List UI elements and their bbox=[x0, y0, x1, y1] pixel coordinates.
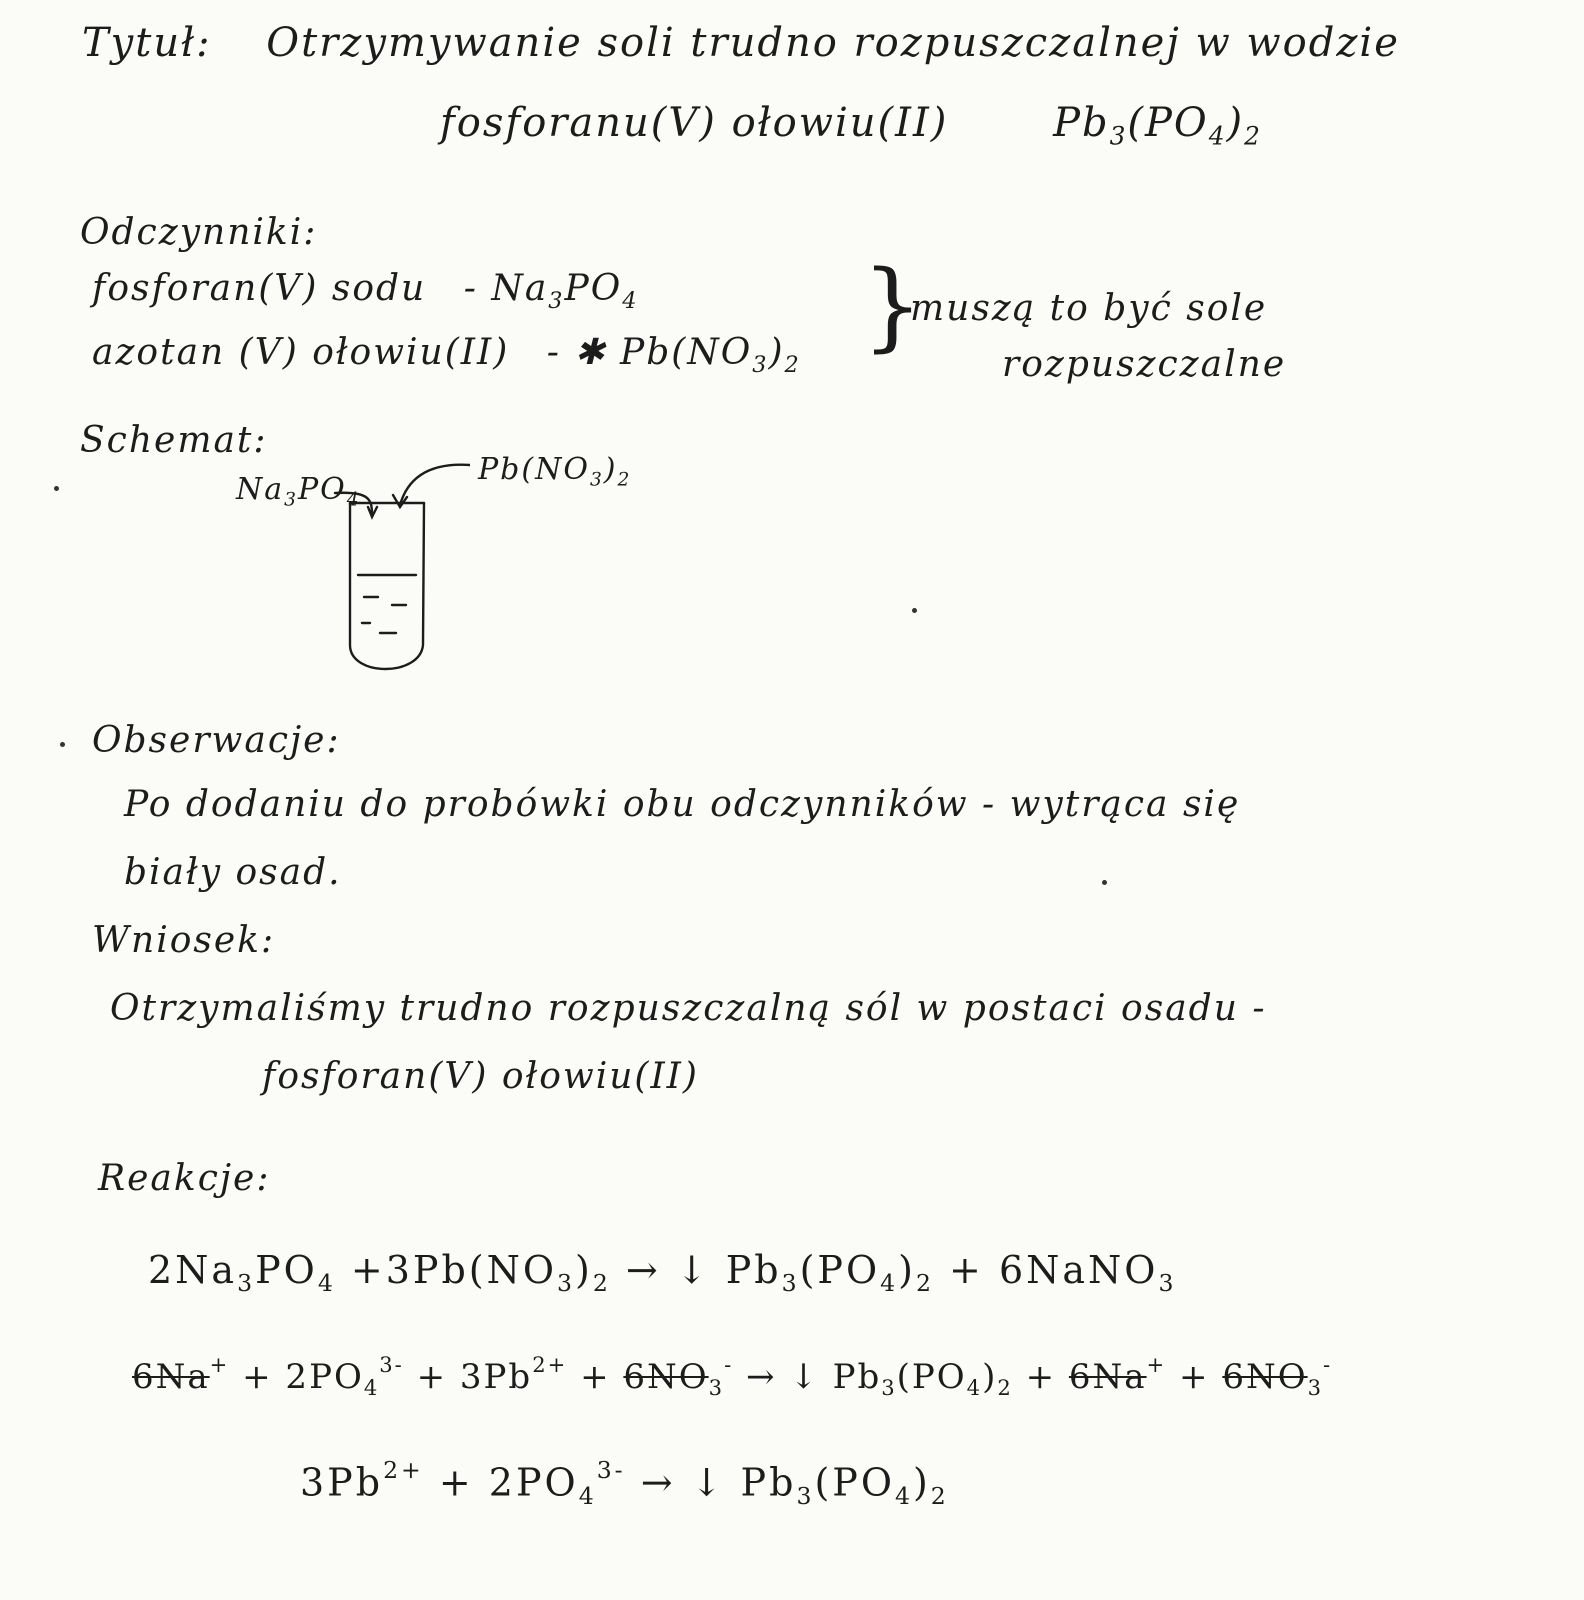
reagents-note-line-2: rozpuszczalne bbox=[1002, 344, 1287, 385]
title-formula: $Pb_3(PO_4)_2$ bbox=[1053, 100, 1262, 151]
title-compound-name: fosforanu(V) ołowiu(II) bbox=[440, 100, 949, 146]
net-ionic-equation: $3Pb^{2+} + 2PO_4^{3-}$ → ↓ $Pb_3(PO_4)_2$ bbox=[300, 1456, 949, 1510]
title-text: Otrzymywanie soli trudno rozpuszczalnej w wodzie bbox=[266, 20, 1400, 66]
title-label: Tytuł: bbox=[82, 20, 212, 66]
title-line-1 bbox=[82, 20, 1400, 66]
conclusion-line-1: Otrzymaliśmy trudno rozpuszczalną sól w postaci osadu - bbox=[110, 988, 1267, 1029]
title-line-2 bbox=[440, 100, 1262, 151]
schema-label: Schemat: bbox=[80, 420, 268, 461]
observations-line-1: Po dodaniu do probówki obu odczynników - wytrąca się bbox=[124, 784, 1241, 825]
observations-label: Obserwacje: bbox=[92, 720, 341, 761]
cancelled-sodium-right: 6Na bbox=[1068, 1356, 1147, 1397]
test-tube-outline bbox=[350, 503, 424, 669]
reagent-2 bbox=[92, 332, 801, 378]
reagents-note-line-1: muszą to być sole bbox=[910, 288, 1268, 329]
stray-dot bbox=[54, 486, 59, 491]
cancelled-sodium-left: 6Na bbox=[132, 1356, 210, 1397]
conclusion-label: Wniosek: bbox=[92, 920, 276, 961]
reagent-1 bbox=[92, 268, 638, 314]
test-tube-diagram bbox=[230, 455, 470, 695]
stray-dot bbox=[1102, 880, 1107, 885]
left-arrow-icon bbox=[335, 493, 377, 517]
schema-reagent-right: $Pb(NO_3)_2$ bbox=[478, 452, 632, 491]
reagent-1-name: fosforan(V) sodu bbox=[92, 268, 427, 309]
cancelled-nitrate-left: 6NO bbox=[623, 1356, 709, 1397]
brace-symbol: } bbox=[862, 250, 924, 362]
schema-reagent-left: $Na_3PO_4$ bbox=[236, 472, 361, 511]
molecular-equation: $2Na_3PO_4 +3Pb(NO_3)_2$ → ↓ $Pb_3(PO_4)_2$ + 6NaNO$_3$ bbox=[148, 1248, 1177, 1298]
cancelled-nitrate-right: 6NO bbox=[1222, 1356, 1308, 1397]
stray-dot bbox=[912, 608, 917, 613]
solution-marks bbox=[362, 597, 406, 633]
scribble-mark: ✱ bbox=[574, 332, 607, 373]
reagent-2-name: azotan (V) ołowiu(II) bbox=[92, 332, 510, 373]
observations-line-2: biały osad. bbox=[124, 852, 342, 893]
reactions-label: Reakcje: bbox=[98, 1158, 271, 1199]
full-ionic-equation: $6Na^+ + 2PO_4^{3-} + 3Pb^{2+} + 6NO_3^-$ → ↓ $Pb_3(PO_4)_2 + 6Na^+ + 6NO_3^-$ bbox=[132, 1352, 1333, 1401]
reagents-label: Odczynniki: bbox=[80, 212, 318, 253]
right-arrow-icon bbox=[393, 465, 470, 507]
reagent-1-formula: - $Na_3PO_4$ bbox=[463, 268, 639, 314]
conclusion-line-2: fosforan(V) ołowiu(II) bbox=[262, 1056, 699, 1097]
stray-dot bbox=[60, 742, 65, 747]
reagent-2-formula: - ✱ $Pb(NO_3)_2$ bbox=[546, 332, 801, 378]
